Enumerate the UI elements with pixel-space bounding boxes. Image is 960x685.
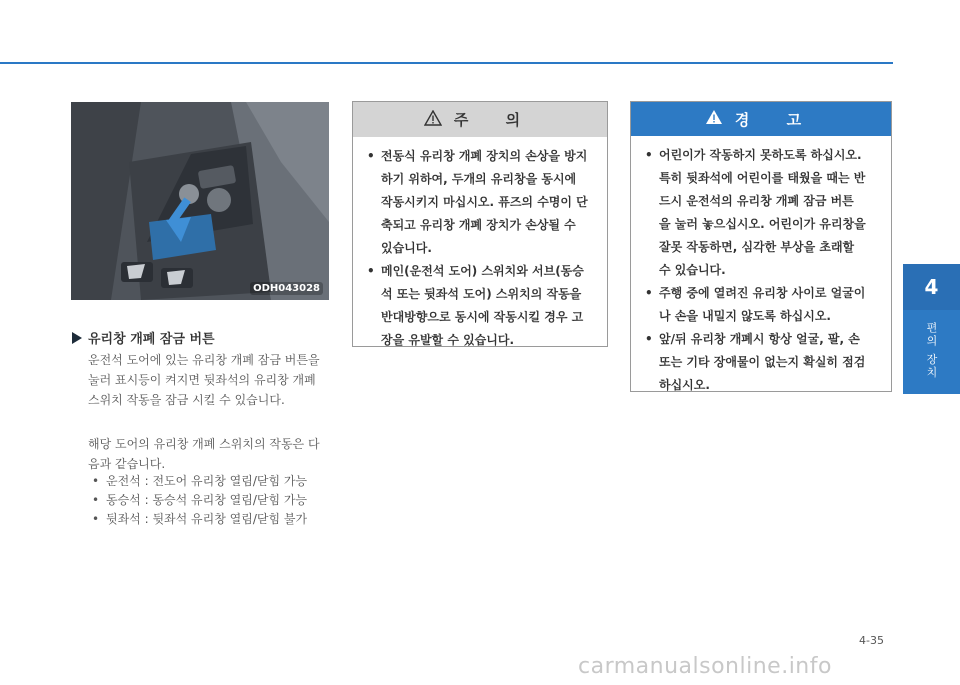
paragraph-line: 음과 같습니다. — [88, 457, 166, 471]
paragraph-line: 스위치 작동을 잠금 시킬 수 있습니다. — [88, 393, 285, 407]
section-title-text: 유리창 개폐 잠금 버튼 — [88, 332, 215, 347]
list-item: • 운전석 : 전도어 유리창 열림/닫힘 가능 — [92, 472, 307, 491]
warning-title: 경 고 — [734, 110, 818, 129]
caution-list — [353, 137, 607, 352]
list-item: • 동승석 : 동승석 유리창 열림/닫힘 가능 — [92, 491, 307, 510]
chapter-label: 편의 장치 — [925, 322, 938, 380]
chapter-number: 4 — [903, 264, 960, 310]
paragraph-1 — [88, 350, 340, 410]
section-title — [72, 328, 215, 347]
list-item: • 전동식 유리창 개폐 장치의 손상을 방지 하기 위하여, 두개의 유리창을 동시에 작동시키지 마십시오. 퓨즈의 수명이 단 축되고 유리창 개폐 장치가 손상될 수 있습니다. — [367, 145, 595, 260]
paragraph-line: 해당 도어의 유리창 개폐 스위치의 작동은 다 — [88, 437, 320, 451]
list-item: • 주행 중에 열려진 유리창 사이로 얼굴이 나 손을 내밀지 않도록 하십시오. — [645, 282, 879, 328]
warning-triangle-icon — [705, 109, 723, 129]
paragraph-line: 운전석 도어에 있는 유리창 개폐 잠금 버튼을 — [88, 353, 320, 367]
figure-code: ODH043028 — [250, 282, 323, 295]
list-item: • 어린이가 작동하지 못하도록 하십시오. 특히 뒷좌석에 어린이를 태웠을 때는 반 드시 운전석의 유리창 개폐 잠금 버튼 을 눌러 놓으십시오. 어린이가 유리창을 잘못 작동하면, 심각한 부상을 초래할 수 있습니다. — [645, 144, 879, 282]
warning-box — [630, 101, 892, 392]
warning-header — [631, 102, 891, 136]
list-item: • 메인(운전석 도어) 스위치와 서브(동승 석 또는 뒷좌석 도어) 스위치의 작동을 반대방향으로 동시에 작동시킬 경우 고 장을 유발할 수 있습니다. — [367, 260, 595, 352]
page-number: 4-35 — [859, 634, 884, 647]
paragraph-line: 눌러 표시등이 켜지면 뒷좌석의 유리창 개폐 — [88, 373, 316, 387]
paragraph-2 — [88, 434, 340, 474]
warning-triangle-icon — [424, 110, 442, 130]
top-rule — [0, 62, 893, 64]
door-switch-photo — [71, 102, 329, 300]
warning-list — [631, 136, 891, 397]
watermark: carmanualsonline.info — [578, 654, 832, 679]
door-switch-illustration — [71, 102, 329, 300]
caution-box — [352, 101, 608, 347]
caution-header — [353, 102, 607, 137]
list-item: • 뒷좌석 : 뒷좌석 유리창 열림/닫힘 불가 — [92, 510, 307, 529]
chapter-tab[interactable] — [903, 264, 960, 394]
triangle-bullet-icon — [72, 332, 82, 344]
operation-list — [92, 472, 307, 529]
list-item: • 앞/뒤 유리창 개폐시 항상 얼굴, 팔, 손 또는 기타 장애물이 없는지 확실히 점검 하십시오. — [645, 328, 879, 397]
caution-title: 주 의 — [453, 111, 537, 129]
